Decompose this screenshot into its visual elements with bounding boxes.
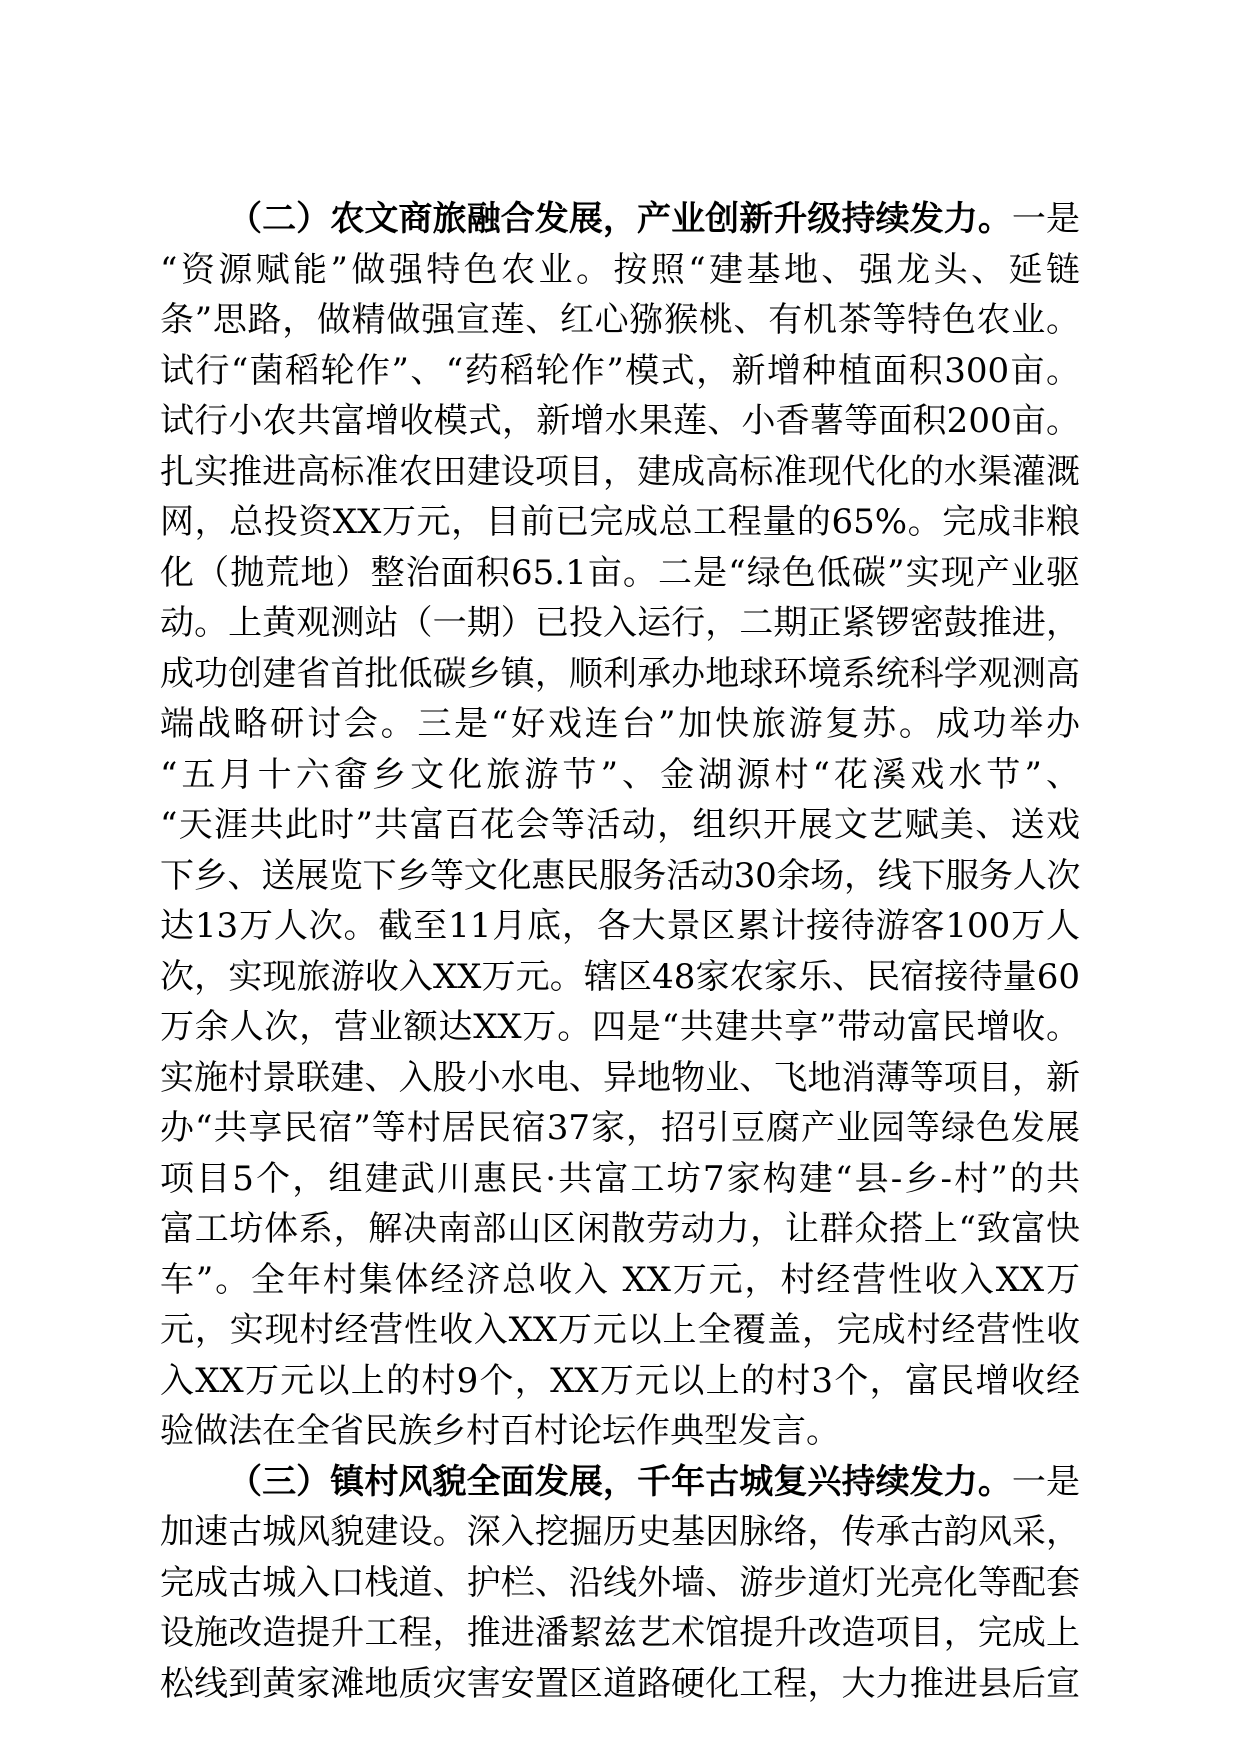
text-line: 达13万人次。截至11月底，各大景区累计接待游客100万人 <box>160 906 1080 946</box>
text-line: 扎实推进高标准农田建设项目，建成高标准现代化的水渠灌溉 <box>160 451 1080 492</box>
text-line: 完成古城入口栈道、护栏、沿线外墙、游步道灯光亮化等配套 <box>160 1562 1080 1603</box>
paragraph-first-line <box>160 1457 1080 1508</box>
text-line: 富工坊体系，解决南部山区闲散劳动力，让群众搭上“致富快 <box>160 1209 1080 1249</box>
text-line: 端战略研讨会。三是“好戏连台”加快旅游复苏。成功举办 <box>160 704 1080 744</box>
text-line: 条”思路，做精做强宣莲、红心猕猴桃、有机茶等特色农业。 <box>160 300 1080 340</box>
paragraph-agri-culture-tourism <box>160 194 1080 1457</box>
text-line: 松线到黄家滩地质灾害安置区道路硬化工程，大力推进县后宣 <box>160 1663 1080 1704</box>
text-line: “天涯共此时”共富百花会等活动，组织开展文艺赋美、送戏 <box>160 805 1080 845</box>
text-line: 网，总投资XX万元，目前已完成总工程量的65%。完成非粮 <box>160 502 1080 542</box>
text-line: 一是 <box>1011 1461 1081 1502</box>
text-line: 成功创建省首批低碳乡镇，顺利承办地球环境系统科学观测高 <box>160 653 1080 694</box>
section-heading-2: （二）农文商旅融合发展，产业创新升级持续发力。 <box>228 199 1012 239</box>
text-line: 化（抛荒地）整治面积65.1亩。二是“绿色低碳”实现产业驱 <box>160 552 1080 593</box>
text-line: 设施改造提升工程，推进潘絜兹艺术馆提升改造项目，完成上 <box>160 1613 1080 1653</box>
text-line: 试行“菌稻轮作”、“药稻轮作”模式，新增种植面积300亩。 <box>160 350 1080 391</box>
text-line: 验做法在全省民族乡村百村论坛作典型发言。 <box>160 1411 840 1451</box>
text-line: 车”。全年村集体经济总收入 XX万元，村经营性收入XX万 <box>160 1259 1080 1300</box>
text-line: 万余人次，营业额达XX万。四是“共建共享”带动富民增收。 <box>160 1007 1080 1047</box>
text-line: 项目5个，组建武川惠民·共富工坊7家构建“县-乡-村”的共 <box>160 1158 1080 1199</box>
text-line: “资源赋能”做强特色农业。按照“建基地、强龙头、延链 <box>160 249 1080 290</box>
text-line: “五月十六畲乡文化旅游节”、金湖源村“花溪戏水节”、 <box>160 754 1080 795</box>
text-line: 次，实现旅游收入XX万元。辖区48家农家乐、民宿接待量60 <box>160 956 1080 997</box>
text-line: 办“共享民宿”等村居民宿37家，招引豆腐产业园等绿色发展 <box>160 1108 1080 1148</box>
text-line: 动。上黄观测站（一期）已投入运行，二期正紧锣密鼓推进， <box>160 603 1080 643</box>
text-line: 一是 <box>1011 199 1081 239</box>
text-line: 元，实现村经营性收入XX万元以上全覆盖，完成村经营性收 <box>160 1310 1080 1350</box>
text-line: 实施村景联建、入股小水电、异地物业、飞地消薄等项目，新 <box>160 1057 1080 1098</box>
text-line: 入XX万元以上的村9个，XX万元以上的村3个，富民增收经 <box>160 1360 1080 1401</box>
paragraph-first-line <box>160 194 1080 245</box>
text-line: 加速古城风貌建设。深入挖掘历史基因脉络，传承古韵风采， <box>160 1512 1080 1552</box>
document-body <box>160 194 1080 1709</box>
text-line: 试行小农共富增收模式，新增水果莲、小香薯等面积200亩。 <box>160 401 1080 441</box>
paragraph-town-village-style <box>160 1457 1080 1710</box>
section-heading-3: （三）镇村风貌全面发展，千年古城复兴持续发力。 <box>228 1461 1012 1502</box>
text-line: 下乡、送展览下乡等文化惠民服务活动30余场，线下服务人次 <box>160 855 1081 896</box>
